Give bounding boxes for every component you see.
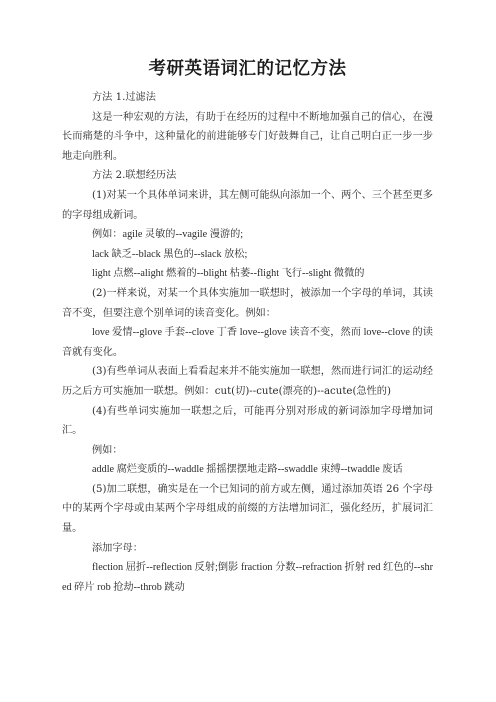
paragraph-point-5: (5)加二联想，确实是在一个已知词的前方或左侧，通过添加英语 26 个字母中的某两个字母或由某两个字母组成的前缀的方法增加词汇，强化经历，扩展词汇量。 bbox=[62, 483, 433, 535]
paragraph-add-letters-label: 添加字母： bbox=[92, 542, 143, 554]
paragraph-example-lack: lack 缺乏--black 黑色的--slack 放松; bbox=[92, 248, 248, 260]
paragraph-example-label: 例如： bbox=[92, 444, 123, 456]
paragraph-point-3: (3)有些单词从表面上看看起来并不能实施加一联想，然而进行词汇的运动经历之后方可实施加一联想。例如：cut(切)--cute(漂亮的)--acute(急性的) bbox=[62, 366, 433, 397]
paragraph-example-light: light 点燃--alight 燃着的--blight 枯萎--flight 飞行--slight 微微的 bbox=[92, 268, 365, 280]
document-title: 考研英语词汇的记忆方法 bbox=[148, 59, 347, 79]
paragraph-method-1-heading: 方法 1.过滤法 bbox=[92, 92, 156, 103]
paragraph-point-4: (4)有些单词实施加一联想之后，可能再分别对形成的新词添加字母增加词汇。 bbox=[62, 405, 433, 437]
paragraph-example-agile: 例如：agile 灵敏的--vagile 漫游的; bbox=[92, 229, 244, 241]
paragraph-filter-description: 这是一种宏观的方法，有助于在经历的过程中不断地加强自己的信心，在漫长而痛楚的斗争中，这种量化的前进能够专门好鼓舞自己，让自己明白正一步一步地走向胜利。 bbox=[62, 111, 433, 162]
paragraph-point-2: (2)一样来说，对某一个具体实施加一联想时，被添加一个字母的单词，其读音不变，但要注意个别单词的读音变化。例如： bbox=[62, 287, 433, 319]
paragraph-example-flection: flection 屈折--reflection 反射;倒影 fraction 分数--refraction 折射 red 红色的--shred 碎片 rob 抢劫--throb 跳动 bbox=[62, 562, 433, 593]
paragraph-method-2-heading: 方法 2.联想经历法 bbox=[92, 170, 177, 182]
paragraph-point-1: (1)对某一个具体单词来讲，其左侧可能纵向添加一个、两个、三个甚至更多的字母组成新词。 bbox=[62, 189, 433, 221]
paragraph-example-love: love 爱情--glove 手套--clove 丁香 love--glove 读音不变，然而 love--clove 的读音就有变化。 bbox=[62, 327, 433, 358]
paragraph-example-addle: addle 腐烂变质的--waddle 摇摇摆摆地走路--swaddle 束缚--twaddle 废话 bbox=[92, 464, 403, 476]
